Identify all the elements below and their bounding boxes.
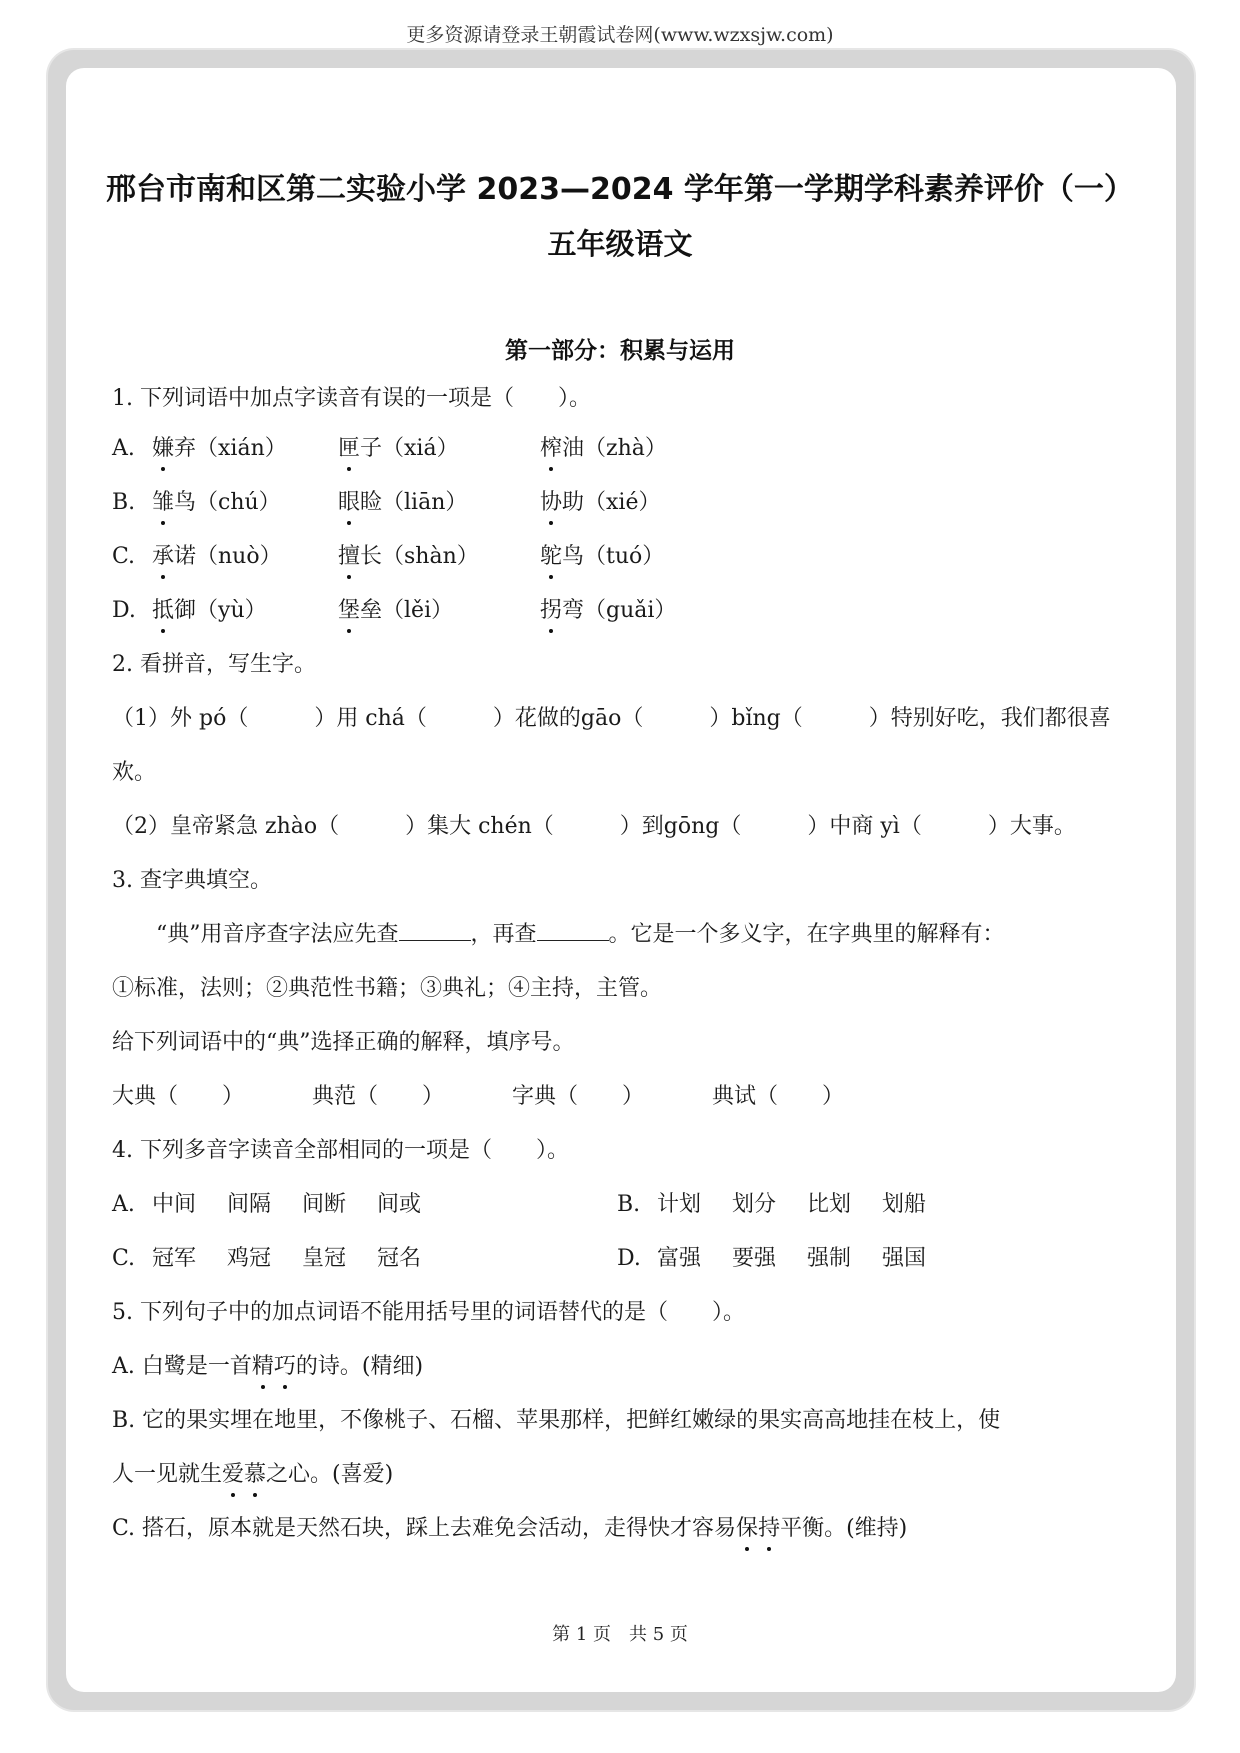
q2-part1: （1）外 pó（ ）用 chá（ ）花做的gāo（ ）bǐng（ ）特别好吃，我们都很喜 — [112, 706, 1111, 731]
dotted-char: 眼 — [338, 488, 360, 518]
word-rest: 鸟（chú） — [174, 490, 281, 515]
q1-word — [338, 596, 453, 626]
q3-word: 字典（ ） — [512, 1084, 645, 1109]
q2-part1-cont: 欢。 — [112, 760, 157, 785]
q4-word: 强国 — [882, 1246, 927, 1271]
word-rest: 御（yù） — [174, 598, 267, 623]
word-rest: 油（zhà） — [562, 436, 667, 461]
q4-word: 划分 — [732, 1192, 777, 1217]
watermark-header: 更多资源请登录王朝霞试卷网(www.wzxsjw.com) — [406, 24, 834, 46]
q1-word — [152, 596, 267, 626]
q5-option-b-line1: B. 它的果实埋在地里，不像桃子、石榴、苹果那样，把鲜红嫩绿的果实高高地挂在枝上，使 — [112, 1408, 1001, 1433]
word-rest: 垒（lěi） — [360, 598, 454, 623]
answer-blank[interactable] — [537, 920, 609, 941]
exam-title: 邢台市南和区第二实验小学 2023—2024 学年第一学期学科素养评价（一） — [106, 172, 1134, 207]
q3-stem: 3. 查字典填空。 — [112, 868, 272, 893]
q1-word — [152, 488, 281, 518]
q1-word — [540, 488, 660, 518]
q1-word — [338, 434, 459, 464]
q4-word: 冠名 — [377, 1246, 422, 1271]
q4-word: 强制 — [807, 1246, 852, 1271]
q1-stem: 1. 下列词语中加点字读音有误的一项是（ ）。 — [112, 386, 591, 411]
dotted-char: 慕 — [244, 1460, 266, 1490]
option-label: A. — [112, 436, 135, 461]
q3-word: 典范（ ） — [312, 1084, 445, 1109]
q3-line1-a: “典”用音序查字法应先查 — [156, 922, 399, 947]
q2-stem: 2. 看拼音，写生字。 — [112, 652, 316, 677]
q3-line2: ①标准，法则；②典范性书籍；③典礼；④主持，主管。 — [112, 976, 663, 1001]
q4-word: 间断 — [302, 1192, 347, 1217]
q5-option-c — [112, 1514, 907, 1544]
dotted-char: 爱 — [222, 1460, 244, 1490]
word-rest: 鸟（tuó） — [562, 544, 665, 569]
dotted-char: 巧 — [274, 1352, 296, 1382]
q1-word — [152, 542, 282, 572]
option-label: B. — [112, 490, 136, 515]
q4-word: 比划 — [807, 1192, 852, 1217]
dotted-char: 嫌 — [152, 434, 174, 464]
section-heading: 第一部分：积累与运用 — [505, 338, 735, 364]
q4-word: 鸡冠 — [227, 1246, 272, 1271]
dotted-char: 鸵 — [540, 542, 562, 572]
word-rest: 长（shàn） — [360, 544, 479, 569]
q5-stem: 5. 下列句子中的加点词语不能用括号里的词语替代的是（ ）。 — [112, 1300, 745, 1325]
q1-word — [540, 542, 664, 572]
dotted-char: 堡 — [338, 596, 360, 626]
q1-word — [338, 488, 467, 518]
word-rest: 子（xiá） — [360, 436, 459, 461]
q1-word — [338, 542, 479, 572]
q3-word: 典试（ ） — [712, 1084, 845, 1109]
word-rest: 弃（xián） — [174, 436, 287, 461]
q5-c-text: 平衡。(维持) — [780, 1516, 908, 1541]
q4-word: 要强 — [732, 1246, 777, 1271]
exam-subtitle: 五年级语文 — [547, 227, 693, 261]
dotted-char: 精 — [252, 1352, 274, 1382]
word-rest: 助（xié） — [562, 490, 661, 515]
option-label: D. — [617, 1246, 641, 1271]
page-footer: 第 1 页 共 5 页 — [552, 1624, 688, 1645]
dotted-char: 协 — [540, 488, 562, 518]
q3-word: 大典（ ） — [112, 1084, 245, 1109]
q5-a-text: A. 白鹭是一首 — [112, 1354, 252, 1379]
q4-word: 富强 — [657, 1246, 702, 1271]
q5-option-b-line2 — [112, 1460, 393, 1490]
q3-line3: 给下列词语中的“典”选择正确的解释，填序号。 — [112, 1030, 575, 1055]
dotted-char: 匣 — [338, 434, 360, 464]
dotted-char: 拐 — [540, 596, 562, 626]
q4-word: 冠军 — [152, 1246, 197, 1271]
q5-option-a — [112, 1352, 423, 1382]
q4-word: 间隔 — [227, 1192, 272, 1217]
q3-line1 — [156, 920, 1005, 950]
option-label: A. — [112, 1192, 135, 1217]
q1-word — [540, 596, 676, 626]
q4-word: 皇冠 — [302, 1246, 347, 1271]
option-label: B. — [617, 1192, 641, 1217]
word-rest: 弯（guǎi） — [562, 598, 677, 623]
option-label: D. — [112, 598, 136, 623]
q4-word: 计划 — [657, 1192, 702, 1217]
q1-word — [152, 434, 287, 464]
dotted-char: 持 — [758, 1514, 780, 1544]
q2-part2: （2）皇帝紧急 zhào（ ）集大 chén（ ）到gōng（ ）中商 yì（ ）大事。 — [112, 814, 1076, 839]
q4-word: 划船 — [882, 1192, 927, 1217]
word-rest: 诺（nuò） — [174, 544, 282, 569]
q4-stem: 4. 下列多音字读音全部相同的一项是（ ）。 — [112, 1138, 569, 1163]
q5-c-text: C. 搭石，原本就是天然石块，踩上去难免会活动，走得快才容易 — [112, 1516, 737, 1541]
q3-line1-c: 。它是一个多义字，在字典里的解释有： — [608, 922, 1005, 947]
dotted-char: 抵 — [152, 596, 174, 626]
q4-word: 中间 — [152, 1192, 197, 1217]
q5-b-text: 人一见就生 — [112, 1462, 223, 1487]
q3-line1-b: ，再查 — [470, 922, 537, 947]
q5-a-text: 的诗。(精细) — [295, 1354, 424, 1379]
dotted-char: 榨 — [540, 434, 562, 464]
option-label: C. — [112, 544, 136, 569]
answer-blank[interactable] — [399, 920, 471, 941]
dotted-char: 雏 — [152, 488, 174, 518]
dotted-char: 承 — [152, 542, 174, 572]
q5-b-text: 之心。(喜爱) — [266, 1462, 394, 1487]
q1-word — [540, 434, 667, 464]
dotted-char: 擅 — [338, 542, 360, 572]
dotted-char: 保 — [736, 1514, 758, 1544]
q4-word: 间或 — [377, 1192, 422, 1217]
word-rest: 睑（liān） — [360, 490, 468, 515]
option-label: C. — [112, 1246, 136, 1271]
